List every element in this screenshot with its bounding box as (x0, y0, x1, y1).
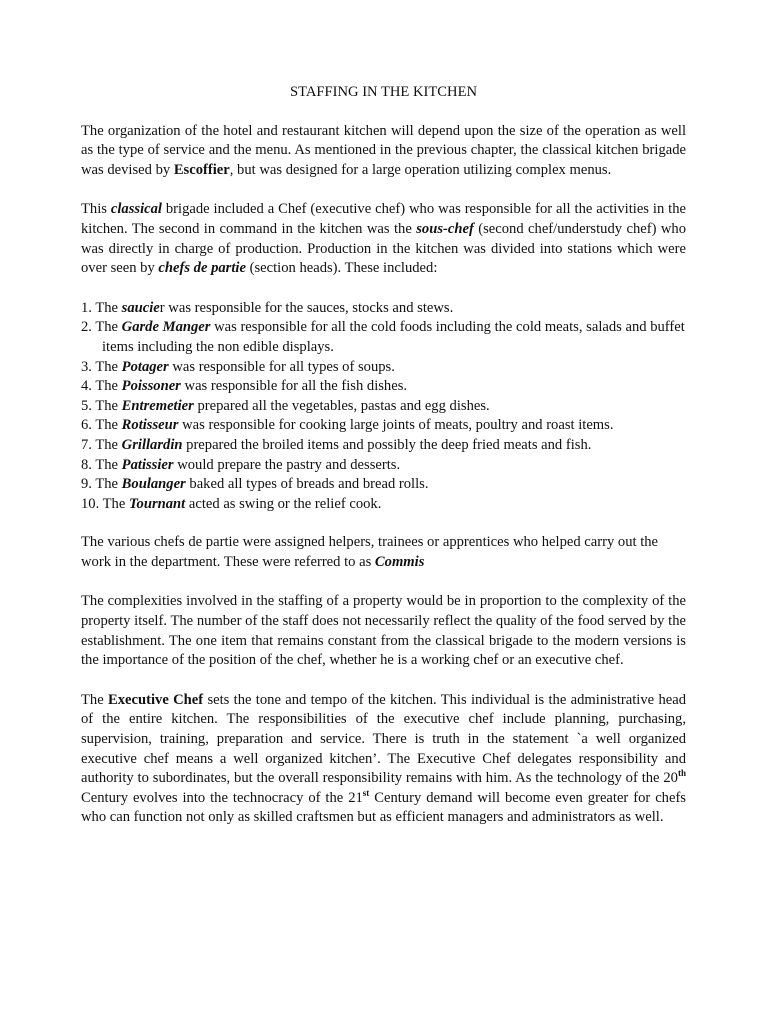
list-item (81, 377, 686, 397)
station-name-tail: r (159, 299, 165, 316)
complexities-paragraph: The complexities involved in the staffing of a property would be in proportion to the complexity of the property itself. The number of the staff does not necessarily reflect the quality of the food served by the establishment. The one item that remains constant from the classical brigade to the modern versions is the importance of the position of the chef, whether he is a working chef or an executive chef. (81, 593, 686, 669)
list-item-number: 8. The (81, 456, 122, 473)
brigade-paragraph (81, 200, 686, 278)
executive-chef-term: Executive Chef (108, 691, 204, 708)
commis-paragraph (81, 533, 686, 572)
station-name: Poissoner (121, 378, 181, 395)
station-name: Boulanger (121, 476, 186, 493)
commis-term: Commis (374, 553, 425, 570)
list-item (81, 397, 686, 417)
list-item (81, 436, 686, 456)
exec-text: Century evolves into the technocracy of the 21 (81, 789, 363, 806)
executive-chef-paragraph (81, 691, 686, 828)
list-item (81, 416, 686, 436)
station-description: was responsible for all types of soups. (168, 358, 395, 375)
station-description: acted as swing or the relief cook. (185, 495, 382, 512)
list-item-number: 3. The (81, 358, 122, 375)
station-name: Potager (121, 358, 169, 375)
list-item-number: 10. The (81, 495, 129, 512)
station-description: prepared all the vegetables, pastas and egg dishes. (193, 397, 490, 414)
station-name: Entremetier (121, 397, 194, 414)
classical-term: classical (110, 201, 162, 218)
station-description: would prepare the pastry and desserts. (173, 456, 401, 473)
list-item (81, 299, 686, 319)
list-item (81, 318, 686, 357)
document-page (81, 83, 686, 848)
chefs-de-partie-term: chefs de partie (158, 260, 246, 277)
exec-text: sets the tone and tempo of the kitchen. This individual is the administrative head of the entire kitchen. The responsibilities of the executive chef include planning, purchasing, supervision, training, preparation and service. There is truth in the statement `a well organized executive chef means a well organized kitchen’. The Executive Chef delegates responsibility and authority to subordinates, but the overall responsibility remains with him. As the technology of the 20 (81, 691, 686, 787)
intro-paragraph (81, 122, 686, 181)
station-name: Garde Manger (121, 319, 211, 336)
station-description: was responsible for the sauces, stocks and stews. (164, 299, 454, 316)
station-description: was responsible for all the cold foods including the cold meats, salads and buffet items including the non edible displays. (102, 319, 685, 355)
station-name: Patissier (121, 456, 174, 473)
station-name: Grillardin (121, 436, 183, 453)
list-item-number: 2. The (81, 319, 122, 336)
intro-text: The organization of the hotel and restaurant kitchen will depend upon the size of the operation as well as the type of service and the menu. As mentioned in the previous chapter, the classical kitchen brigade was devised by (81, 122, 686, 178)
brigade-text: (second chef/understudy chef) who was directly in charge of production. Production in the kitchen was divided into stations which were over seen by (81, 220, 686, 277)
list-item (81, 358, 686, 378)
list-item-number: 5. The (81, 397, 122, 414)
list-item-number: 9. The (81, 476, 122, 493)
station-description: prepared the broiled items and possibly the deep fried meats and fish. (182, 436, 592, 453)
exec-text: Century demand will become even greater for chefs who can function not only as skilled craftsmen but as efficient managers and administrators as well. (81, 789, 686, 826)
station-description: baked all types of breads and bread rolls. (185, 476, 429, 493)
station-name: Rotisseur (121, 417, 179, 434)
list-item (81, 456, 686, 476)
list-item (81, 475, 686, 495)
exec-text: The (81, 691, 109, 708)
superscript-st: st (362, 787, 370, 798)
list-item (81, 495, 686, 515)
station-description: was responsible for all the fish dishes. (180, 378, 408, 395)
station-name: saucie (121, 299, 160, 316)
list-item-number: 4. The (81, 378, 122, 395)
brigade-text: This (81, 201, 111, 218)
station-name: Tournant (128, 495, 186, 512)
commis-text: The various chefs de partie were assigned helpers, trainees or apprentices who helped carry out the work in the department. These were referred to as (81, 534, 659, 570)
brigade-text: (section heads). These included: (245, 260, 438, 277)
stations-list (81, 299, 686, 515)
list-item-number: 1. The (81, 299, 122, 316)
brigade-text: brigade included a Chef (executive chef) who was responsible for all the activities in the kitchen. The second in command in the kitchen was the (81, 201, 687, 237)
sous-chef-term: sous-chef (416, 220, 474, 237)
list-item-number: 6. The (81, 417, 122, 434)
escoffier-term: Escoffier (173, 161, 230, 178)
list-item-number: 7. The (81, 436, 122, 453)
superscript-th: th (677, 768, 686, 779)
document-title: STAFFING IN THE KITCHEN (289, 84, 478, 100)
station-description: was responsible for cooking large joints of meats, poultry and roast items. (178, 417, 614, 434)
intro-text-end: , but was designed for a large operation utilizing complex menus. (229, 161, 612, 178)
